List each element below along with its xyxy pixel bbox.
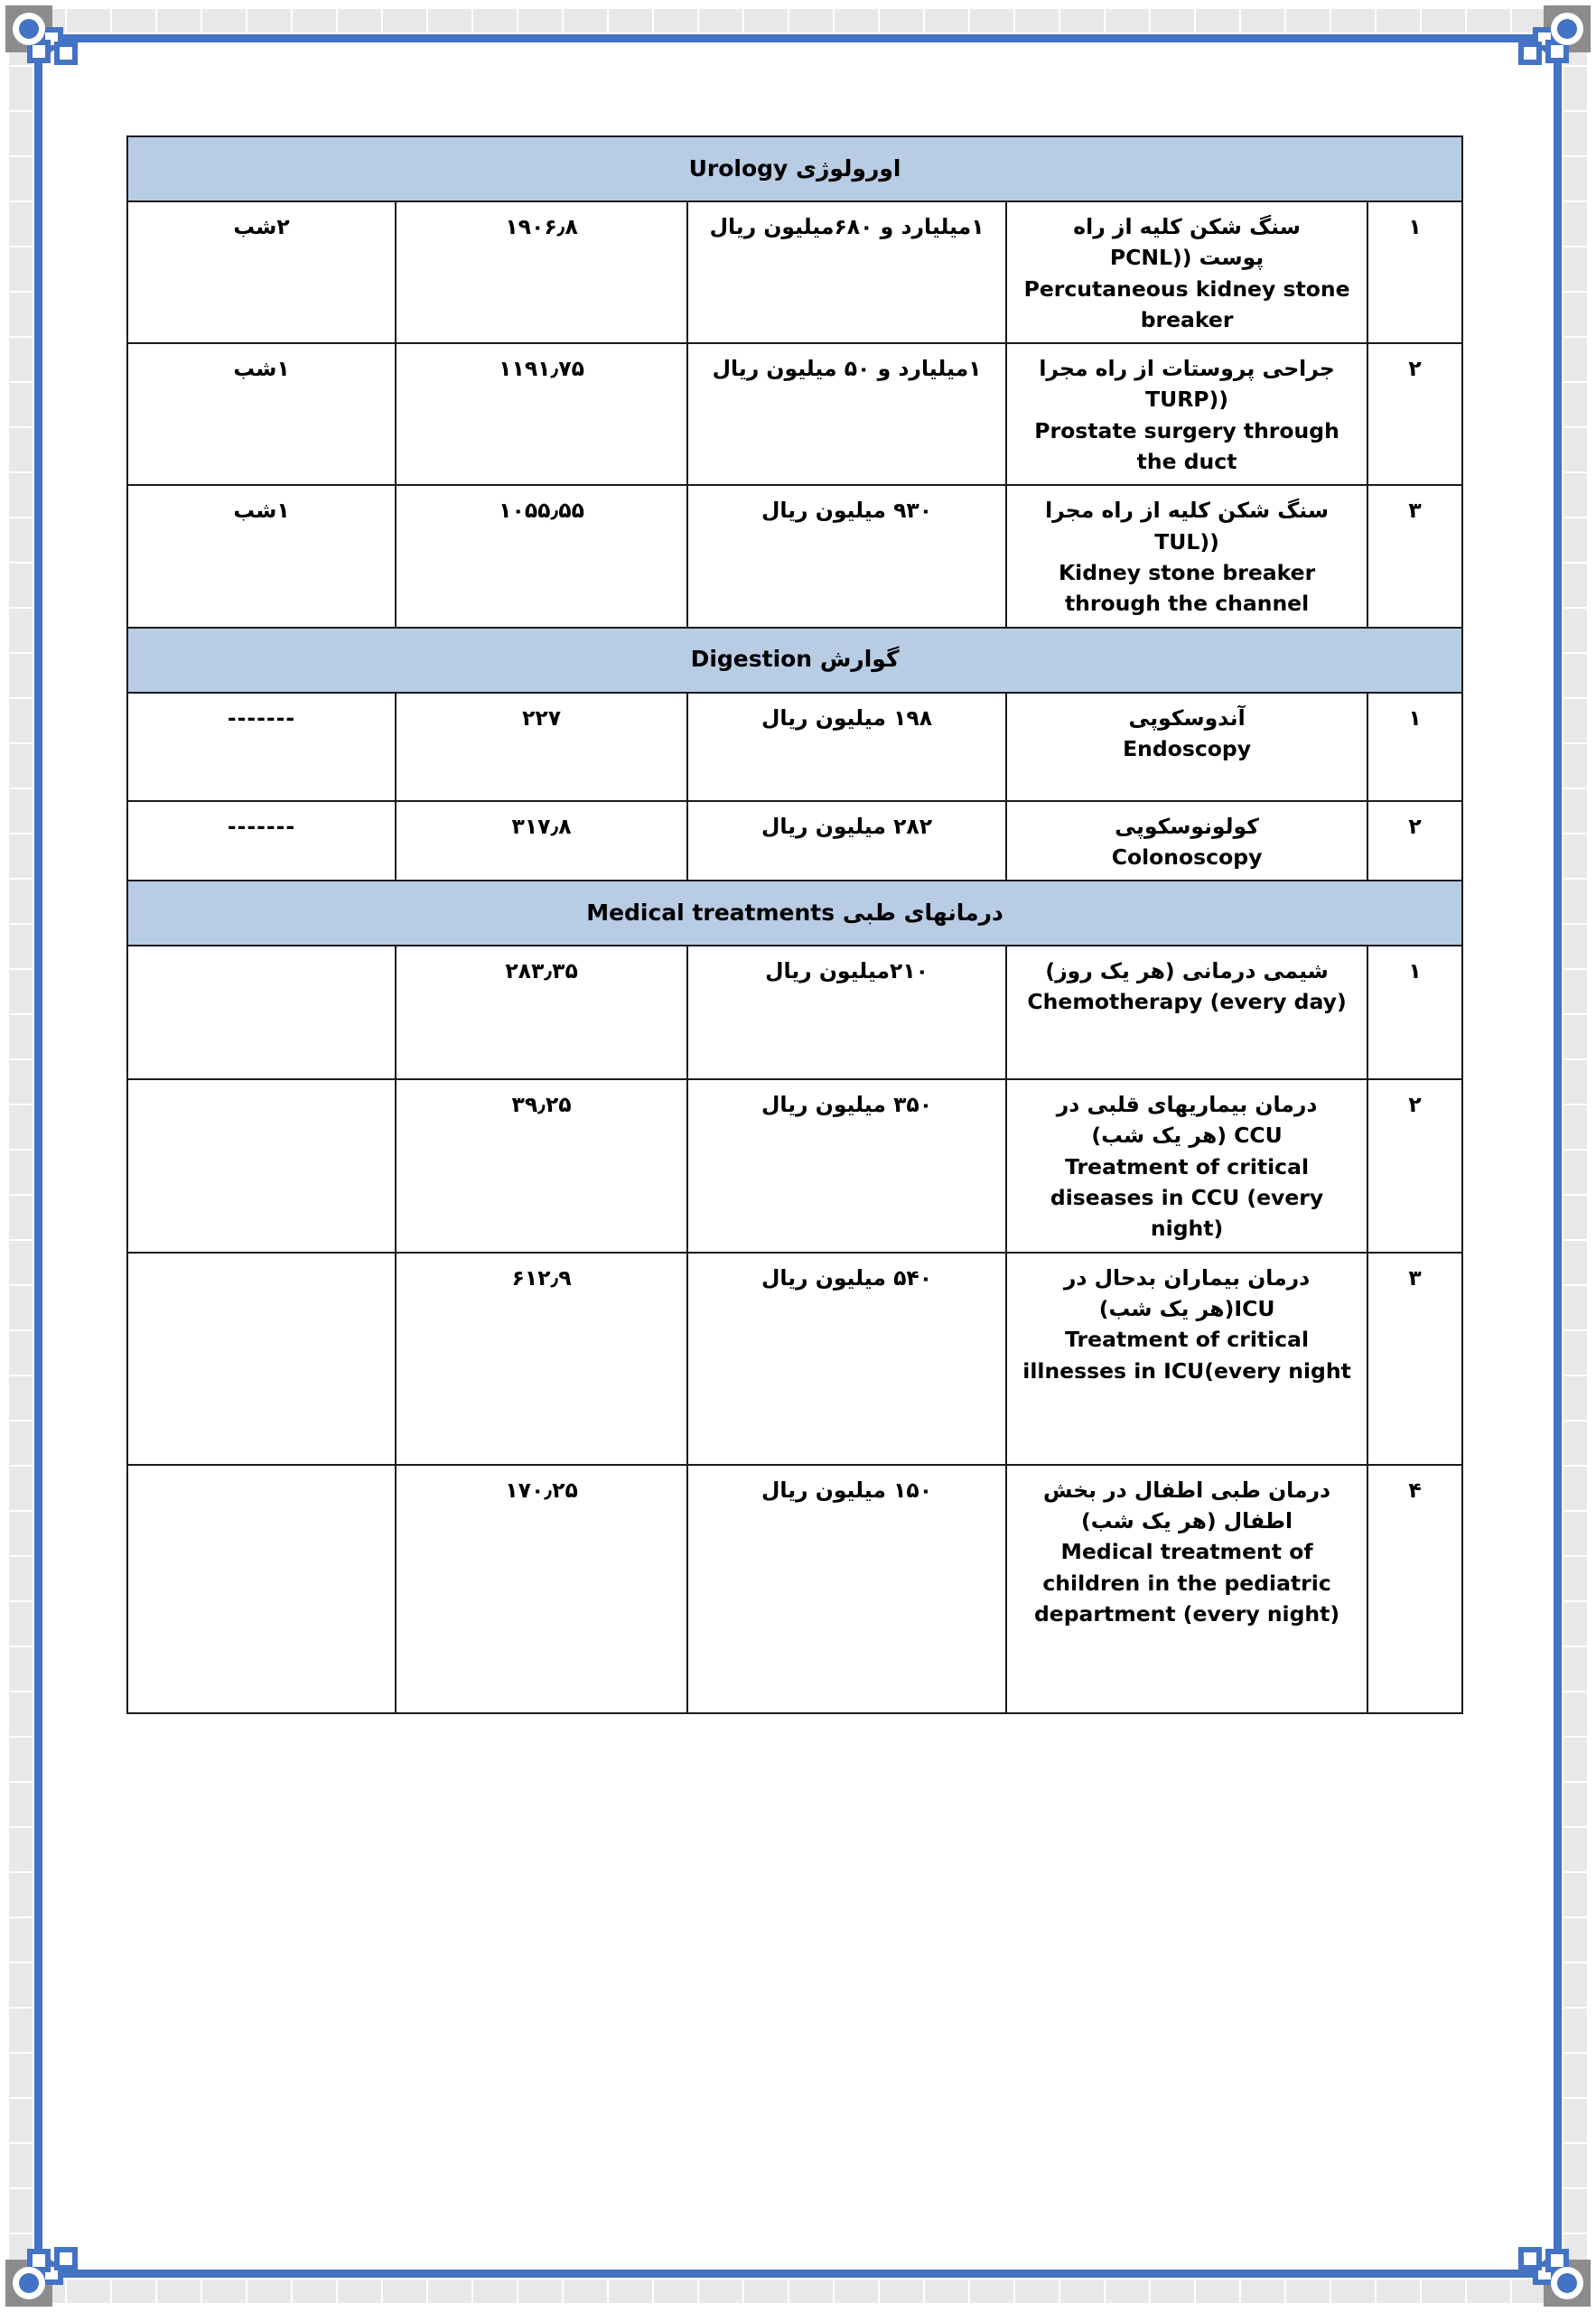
service-name-fa-line2: پوست ((PCNL bbox=[1109, 245, 1265, 271]
service-name-fa-line1: درمان بیماریهای قلبی در bbox=[1056, 1092, 1318, 1118]
service-stay: ۱شب bbox=[127, 485, 396, 627]
section-header-label: گوارش Digestion bbox=[127, 628, 1462, 693]
table-row bbox=[127, 801, 1462, 881]
table-row bbox=[127, 1465, 1462, 1713]
row-number: ۳ bbox=[1367, 1253, 1462, 1465]
service-factor: ۲۲۷ bbox=[396, 693, 687, 801]
service-name bbox=[1006, 1079, 1367, 1252]
service-price: ۱۹۸ میلیون ریال bbox=[687, 693, 1006, 801]
row-number: ۳ bbox=[1367, 485, 1462, 627]
service-stay: ۱شب bbox=[127, 343, 396, 485]
section-header-digestion bbox=[127, 628, 1462, 693]
service-name-fa-line2: ((TUL bbox=[1154, 528, 1219, 555]
service-factor: ۶۱۲٫۹ bbox=[396, 1253, 687, 1465]
row-number: ۲ bbox=[1367, 343, 1462, 485]
service-name bbox=[1006, 946, 1367, 1079]
service-name-en: Chemotherapy (every day) bbox=[1027, 989, 1347, 1015]
service-name-en: Medical treatment of children in the pediatric department (every night) bbox=[1033, 1539, 1340, 1627]
service-name-fa-line2: ((TURP bbox=[1145, 387, 1229, 413]
service-name bbox=[1006, 1465, 1367, 1713]
service-name bbox=[1006, 343, 1367, 485]
table-row bbox=[127, 485, 1462, 627]
row-number: ۲ bbox=[1367, 801, 1462, 881]
section-header-label: اورولوژی Urology bbox=[127, 136, 1462, 201]
service-name bbox=[1006, 201, 1367, 343]
service-name-en: Endoscopy bbox=[1123, 735, 1252, 761]
service-price: ۳۵۰ میلیون ریال bbox=[687, 1079, 1006, 1252]
service-stay bbox=[127, 1079, 396, 1252]
service-factor: ۳۹٫۲۵ bbox=[396, 1079, 687, 1252]
service-name bbox=[1006, 801, 1367, 881]
service-name-en: Colonoscopy bbox=[1111, 844, 1263, 870]
service-stay bbox=[127, 946, 396, 1079]
service-factor: ۲۸۳٫۳۵ bbox=[396, 946, 687, 1079]
service-name-en: Percutaneous kidney stone breaker bbox=[1023, 275, 1350, 332]
service-factor: ۱۹۰۶٫۸ bbox=[396, 201, 687, 343]
service-price: ۱میلیارد و ۵۰ میلیون ریال bbox=[687, 343, 1006, 485]
service-stay bbox=[127, 1465, 396, 1713]
service-price: ۲۱۰میلیون ریال bbox=[687, 946, 1006, 1079]
service-name-fa-line1: درمان بیماران بدحال در bbox=[1063, 1264, 1311, 1291]
service-name-en: Kidney stone breaker through the channel bbox=[1058, 559, 1316, 617]
service-name-en: Prostate surgery through the duct bbox=[1034, 417, 1339, 475]
table-row bbox=[127, 693, 1462, 801]
service-name-en: Treatment of critical diseases in CCU (every night) bbox=[1050, 1153, 1324, 1242]
service-price: ۱میلیارد و ۶۸۰میلیون ریال bbox=[687, 201, 1006, 343]
service-price: ۵۴۰ میلیون ریال bbox=[687, 1253, 1006, 1465]
row-number: ۴ bbox=[1367, 1465, 1462, 1713]
service-price: ۱۵۰ میلیون ریال bbox=[687, 1465, 1006, 1713]
service-name-fa: شیمی درمانی (هر یک روز) bbox=[1045, 958, 1329, 984]
service-stay: ------- bbox=[127, 693, 396, 801]
table-row bbox=[127, 201, 1462, 343]
service-name-fa-line1: سنگ شکن کلیه از راه bbox=[1073, 214, 1301, 239]
service-factor: ۳۱۷٫۸ bbox=[396, 801, 687, 881]
service-name-fa-line2: اطفال (هر یک شب) bbox=[1080, 1507, 1293, 1534]
service-name bbox=[1006, 1253, 1367, 1465]
service-name-fa-line1: سنگ شکن کلیه از راه مجرا bbox=[1045, 498, 1330, 524]
service-price: ۲۸۲ میلیون ریال bbox=[687, 801, 1006, 881]
section-header-label: درمانهای طبی Medical treatments bbox=[127, 881, 1462, 946]
service-stay: ۲شب bbox=[127, 201, 396, 343]
service-name-fa-line1: درمان طبی اطفال در بخش bbox=[1042, 1477, 1331, 1503]
row-number: ۱ bbox=[1367, 693, 1462, 801]
service-factor: ۱۷۰٫۲۵ bbox=[396, 1465, 687, 1713]
service-factor: ۱۱۹۱٫۷۵ bbox=[396, 343, 687, 485]
medical-services-price-table bbox=[126, 135, 1463, 1714]
table-row bbox=[127, 946, 1462, 1079]
row-number: ۲ bbox=[1367, 1079, 1462, 1252]
service-name bbox=[1006, 693, 1367, 801]
service-price: ۹۳۰ میلیون ریال bbox=[687, 485, 1006, 627]
service-stay bbox=[127, 1253, 396, 1465]
table-row bbox=[127, 343, 1462, 485]
service-name-en: Treatment of critical illnesses in ICU(every night bbox=[1022, 1327, 1351, 1384]
service-name-fa-line2: ICU(هر یک شب) bbox=[1098, 1295, 1275, 1321]
service-name-fa: کولونوسکوپی bbox=[1115, 813, 1259, 839]
service-stay: ------- bbox=[127, 801, 396, 881]
section-header-medical-treatments bbox=[127, 881, 1462, 946]
section-header-urology bbox=[127, 136, 1462, 201]
table-row bbox=[127, 1253, 1462, 1465]
service-name-fa: آندوسکوپی bbox=[1128, 704, 1246, 731]
table-row bbox=[127, 1079, 1462, 1252]
row-number: ۱ bbox=[1367, 201, 1462, 343]
service-name-fa-line1: جراحی پروستات از راه مجرا bbox=[1039, 356, 1335, 382]
service-factor: ۱۰۵۵٫۵۵ bbox=[396, 485, 687, 627]
service-name-fa-line2: CCU (هر یک شب) bbox=[1091, 1123, 1283, 1149]
service-name bbox=[1006, 485, 1367, 627]
row-number: ۱ bbox=[1367, 946, 1462, 1079]
